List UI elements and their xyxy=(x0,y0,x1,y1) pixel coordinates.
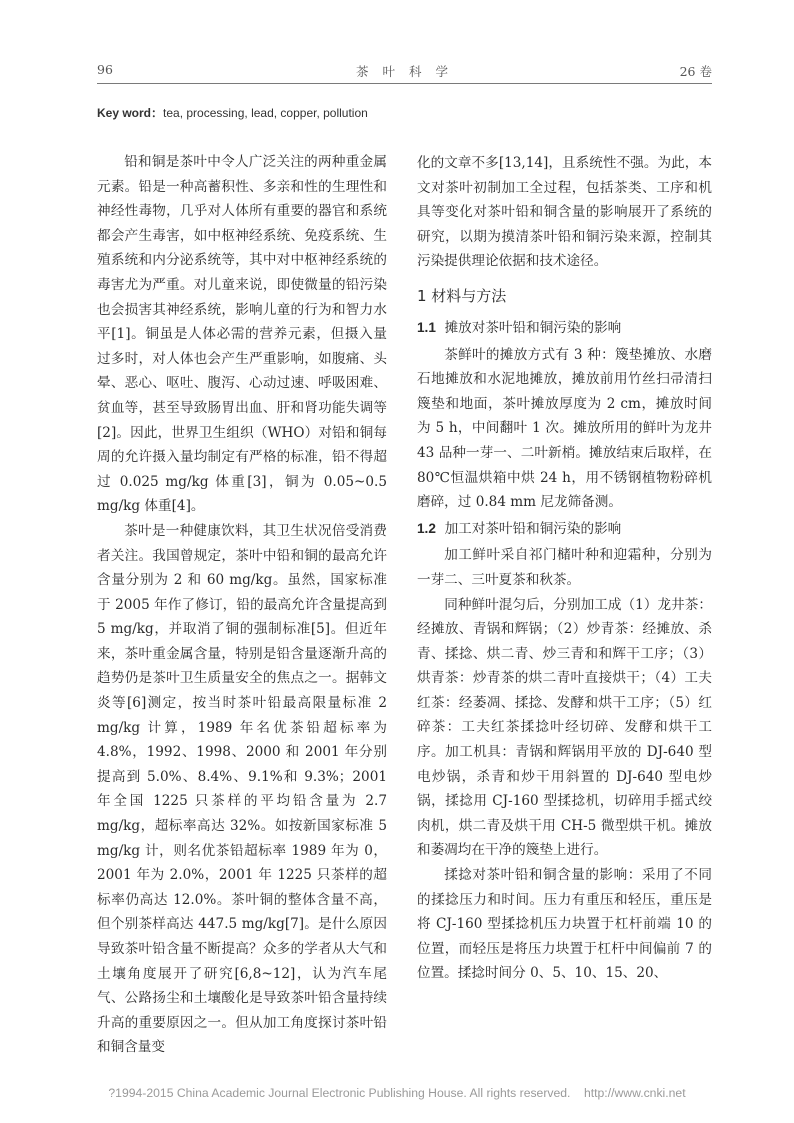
subsection-number: 1.2 xyxy=(417,520,436,536)
page-number: 96 xyxy=(97,62,113,77)
subsection-heading-1-2 xyxy=(417,517,712,542)
journal-title: 茶 叶 科 学 xyxy=(356,64,453,79)
body-paragraph: 加工鲜叶采自祁门槠叶种和迎霜种，分别为一芽二、三叶夏茶和秋茶。 xyxy=(417,547,712,588)
subsection-number: 1.1 xyxy=(417,319,436,335)
continued-paragraph: 化的文章不多[13,14]，且系统性不强。为此，本文对茶叶初制加工全过程，包括茶类、工序和机具等变化对茶叶铅和铜含量的影响展开了系统的研究，以期为摸清茶叶铅和铜污染来源，控制其污染提供理论依据和技术途径。 xyxy=(417,155,712,270)
body-paragraph: 同种鲜叶混匀后，分别加工成（1）龙井茶：经摊放、青锅和辉锅；（2）炒青茶：经摊放、杀青、揉捻、烘二青、炒三青和和辉干工序；（3）烘青茶：炒青茶的烘二青叶直接烘干；（4）工夫红茶：经萎凋、揉捻、发酵和烘干工序；（5）红碎茶：工夫红茶揉捻叶经切碎、发酵和烘干工序。加工机具：青锅和辉锅用平放的 DJ-640 型电炒锅，杀青和炒干用斜置的 DJ-640 型电炒锅，揉捻用 CJ-160 型揉捻机，切碎用手摇式绞肉机，烘二青及烘干用 CH-5 微型烘干机。摊放和萎凋均在干净的篾垫上进行。 xyxy=(417,596,712,859)
left-column xyxy=(97,150,387,1060)
subsection-title: 加工对茶叶铅和铜污染的影响 xyxy=(444,520,622,537)
keywords-label: Key word： xyxy=(97,106,164,120)
volume-number: 26 卷 xyxy=(679,64,712,79)
header-rule xyxy=(97,83,712,84)
body-paragraph: 揉捻对茶叶铅和铜含量的影响：采用了不同的揉捻压力和时间。压力有重压和轻压，重压是将 CJ-160 型揉捻机压力块置于杠杆前端 10 的位置，而轻压是将压力块置于杠杆中间偏前 7 的位置。揉捻时间分 0、5、10、15、20、 xyxy=(417,867,712,982)
body-paragraph: 茶叶是一种健康饮料，其卫生状况倍受消费者关注。我国曾规定，茶叶中铅和铜的最高允许含量分别为 2 和 60 mg/kg。虽然，国家标准于 2005 年作了修订，铅的最高允许含量提高到 5 mg/kg，并取消了铜的强制标准[5]。但近年来，茶叶重金属含量，特别是铅含量逐渐升高的趋势仍是茶叶卫生质量安全的焦点之一。据韩文炎等[6]测定，按当时茶叶铅最高限量标准 2 mg/kg 计算，1989 年名优茶铅超标率为 4.8%，1992、1998、2000 和 2001 年分别提高到 5.0%、8.4%、9.1%和 9.3%；2001 年全国 1225 只茶样的平均铅含量为 2.7 mg/kg，超标率高达 32%。如按新国家标准 5 mg/kg 计，则名优茶铅超标率 1989 年为 0，2001 年为 2.0%，2001 年 1225 只茶样的超标率仍高达 12.0%。茶叶铜的整体含量不高，但个别茶样高达 447.5 mg/kg[7]。是什么原因导致茶叶铅含量不断提高？众多的学者从大气和土壤角度展开了研究[6,8~12]，认为汽车尾气、公路扬尘和土壤酸化是导致茶叶铅含量持续升高的重要原因之一。但从加工角度探讨茶叶铅和铜含量变 xyxy=(97,522,387,1056)
keywords-line xyxy=(97,104,368,121)
subsection-heading-1-1 xyxy=(417,316,712,341)
body-paragraph: 茶鲜叶的摊放方式有 3 种：篾垫摊放、水磨石地摊放和水泥地摊放，摊放前用竹丝扫帚清扫篾垫和地面，茶叶摊放厚度为 2 cm，摊放时间为 5 h，中间翻叶 1 次。摊放所用的鲜叶为龙井 43 品种一芽一、二叶新梢。摊放结束后取样，在 80℃恒温烘箱中烘 24 h，用不锈钢植物粉碎机磨碎，过 0.84 mm 尼龙筛备测。 xyxy=(417,346,712,511)
right-column xyxy=(417,151,712,986)
subsection-title: 摊放对茶叶铅和铜污染的影响 xyxy=(444,319,622,336)
running-header xyxy=(97,62,712,82)
section-heading: 1 材料与方法 xyxy=(417,286,507,305)
copyright-footer: ?1994-2015 China Academic Journal Electronic Publishing House. All rights reserved. http://www.cnki.net xyxy=(108,1086,686,1100)
body-paragraph: 铅和铜是茶叶中令人广泛关注的两种重金属元素。铅是一种高蓄积性、多亲和性的生理性和神经性毒物，几乎对人体所有重要的器官和系统都会产生毒害，如中枢神经系统、免疫系统、生殖系统和内分泌系统等，其中对中枢神经系统的毒害尤为严重。对儿童来说，即使微量的铅污染也会损害其神经系统，影响儿童的行为和智力水平[1]。铜虽是人体必需的营养元素，但摄入量过多时，对人体也会产生严重影响，如腹痛、头晕、恶心、呕吐、腹泻、心动过速、呼吸困难、贫血等，甚至导致肠胃出血、肝和肾功能失调等[2]。因此，世界卫生组织（WHO）对铅和铜每周的允许摄入量均制定有严格的标准，铅不得超过 0.025 mg/kg 体重[3]，铜为 0.05~0.5 mg/kg 体重[4]。 xyxy=(97,154,387,515)
keywords-text: tea, processing, lead, copper, pollution xyxy=(163,106,368,120)
